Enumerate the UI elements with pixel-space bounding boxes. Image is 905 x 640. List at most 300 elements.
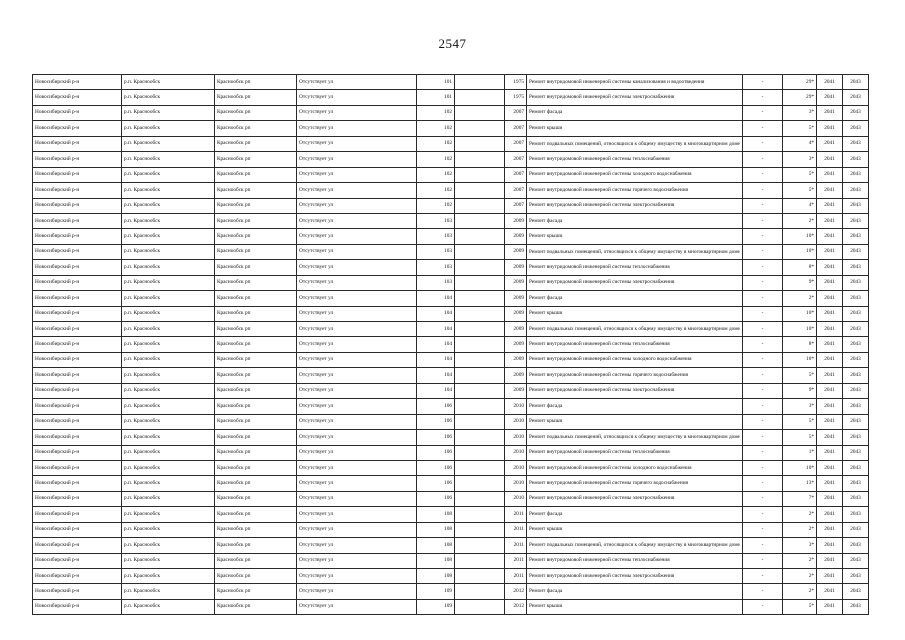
blank-cell: -: [743, 229, 783, 244]
district-cell: Новосибирский р-н: [33, 275, 122, 290]
house-number-cell: 104: [417, 352, 455, 367]
table-row: [33, 90, 869, 105]
plan-year-to-cell: 2043: [843, 337, 869, 352]
plan-year-from-cell: 2041: [817, 90, 843, 105]
table-row: [33, 121, 869, 136]
table-row: [33, 399, 869, 414]
build-year-cell: 2009: [505, 260, 527, 275]
blank-cell: -: [743, 183, 783, 198]
settlement-cell: р.п. Краснообск: [122, 105, 215, 120]
house-number-cell: 108: [417, 522, 455, 537]
house-number-cell: 103: [417, 244, 455, 259]
district-cell: Новосибирский р-н: [33, 430, 122, 445]
settlement-cell: р.п. Краснообск: [122, 213, 215, 228]
district-cell: Новосибирский р-н: [33, 121, 122, 136]
work-type-cell: Ремонт внутридомовой инженерной системы теплоснабжения: [527, 445, 743, 460]
locality-cell: Краснообск рп: [215, 445, 297, 460]
plan-year-from-cell: 2041: [817, 229, 843, 244]
street-cell: Отсутствует ул: [297, 584, 417, 599]
plan-year-from-cell: 2041: [817, 430, 843, 445]
work-type-cell: Ремонт внутридомовой инженерной системы электроснабжения: [527, 90, 743, 105]
locality-cell: Краснообск рп: [215, 368, 297, 383]
work-type-cell: Ремонт подвальных помещений, относящихся к общему имуществу в многоквартирном доме: [527, 538, 743, 553]
blank-cell: [455, 322, 505, 337]
settlement-cell: р.п. Краснообск: [122, 306, 215, 321]
district-cell: Новосибирский р-н: [33, 337, 122, 352]
settlement-cell: р.п. Краснообск: [122, 244, 215, 259]
street-cell: Отсутствует ул: [297, 183, 417, 198]
cost-cell: 13*: [783, 476, 817, 491]
blank-cell: [455, 553, 505, 568]
plan-year-to-cell: 2043: [843, 352, 869, 367]
settlement-cell: р.п. Краснообск: [122, 275, 215, 290]
cost-cell: 9*: [783, 275, 817, 290]
work-type-cell: Ремонт крыши: [527, 414, 743, 429]
build-year-cell: 2009: [505, 337, 527, 352]
settlement-cell: р.п. Краснообск: [122, 167, 215, 182]
settlement-cell: р.п. Краснообск: [122, 399, 215, 414]
settlement-cell: р.п. Краснообск: [122, 121, 215, 136]
blank-cell: -: [743, 476, 783, 491]
table-row: [33, 414, 869, 429]
plan-year-from-cell: 2041: [817, 491, 843, 506]
blank-cell: -: [743, 445, 783, 460]
build-year-cell: 2007: [505, 167, 527, 182]
plan-year-to-cell: 2043: [843, 213, 869, 228]
house-number-cell: 104: [417, 322, 455, 337]
plan-year-from-cell: 2041: [817, 136, 843, 151]
locality-cell: Краснообск рп: [215, 275, 297, 290]
table-row: [33, 445, 869, 460]
plan-year-to-cell: 2043: [843, 445, 869, 460]
house-number-cell: 103: [417, 229, 455, 244]
blank-cell: [455, 368, 505, 383]
street-cell: Отсутствует ул: [297, 352, 417, 367]
plan-year-from-cell: 2041: [817, 260, 843, 275]
work-type-cell: Ремонт фасада: [527, 105, 743, 120]
house-number-cell: 104: [417, 306, 455, 321]
blank-cell: -: [743, 275, 783, 290]
table-row: [33, 152, 869, 167]
district-cell: Новосибирский р-н: [33, 383, 122, 398]
blank-cell: -: [743, 244, 783, 259]
blank-cell: [455, 414, 505, 429]
table-row: [33, 337, 869, 352]
house-number-cell: 102: [417, 167, 455, 182]
settlement-cell: р.п. Краснообск: [122, 599, 215, 614]
street-cell: Отсутствует ул: [297, 275, 417, 290]
plan-year-from-cell: 2041: [817, 198, 843, 213]
district-cell: Новосибирский р-н: [33, 167, 122, 182]
blank-cell: -: [743, 491, 783, 506]
blank-cell: [455, 213, 505, 228]
plan-year-from-cell: 2041: [817, 322, 843, 337]
cost-cell: 5*: [783, 368, 817, 383]
blank-cell: [455, 383, 505, 398]
table-row: [33, 507, 869, 522]
build-year-cell: 2007: [505, 183, 527, 198]
district-cell: Новосибирский р-н: [33, 553, 122, 568]
plan-year-from-cell: 2041: [817, 152, 843, 167]
table-row: [33, 213, 869, 228]
street-cell: Отсутствует ул: [297, 337, 417, 352]
table-row: [33, 167, 869, 182]
locality-cell: Краснообск рп: [215, 538, 297, 553]
locality-cell: Краснообск рп: [215, 553, 297, 568]
plan-year-to-cell: 2043: [843, 152, 869, 167]
cost-cell: 8*: [783, 337, 817, 352]
plan-year-from-cell: 2041: [817, 75, 843, 90]
cost-cell: 5*: [783, 121, 817, 136]
plan-year-to-cell: 2043: [843, 460, 869, 475]
work-type-cell: Ремонт подвальных помещений, относящихся к общему имуществу в многоквартирном доме: [527, 244, 743, 259]
locality-cell: Краснообск рп: [215, 167, 297, 182]
work-type-cell: Ремонт внутридомовой инженерной системы горячего водоснабжения: [527, 183, 743, 198]
street-cell: Отсутствует ул: [297, 414, 417, 429]
settlement-cell: р.п. Краснообск: [122, 322, 215, 337]
district-cell: Новосибирский р-н: [33, 491, 122, 506]
settlement-cell: р.п. Краснообск: [122, 90, 215, 105]
build-year-cell: 2010: [505, 445, 527, 460]
settlement-cell: р.п. Краснообск: [122, 569, 215, 584]
table-row: [33, 491, 869, 506]
blank-cell: -: [743, 291, 783, 306]
table-row: [33, 291, 869, 306]
plan-year-to-cell: 2043: [843, 584, 869, 599]
table-row: [33, 244, 869, 259]
blank-cell: [455, 306, 505, 321]
blank-cell: [455, 584, 505, 599]
table-row: [33, 198, 869, 213]
plan-year-from-cell: 2041: [817, 553, 843, 568]
build-year-cell: 2012: [505, 584, 527, 599]
blank-cell: [455, 507, 505, 522]
build-year-cell: 2007: [505, 152, 527, 167]
street-cell: Отсутствует ул: [297, 476, 417, 491]
plan-year-to-cell: 2043: [843, 90, 869, 105]
district-cell: Новосибирский р-н: [33, 291, 122, 306]
settlement-cell: р.п. Краснообск: [122, 368, 215, 383]
plan-year-from-cell: 2041: [817, 569, 843, 584]
build-year-cell: 1975: [505, 90, 527, 105]
street-cell: Отсутствует ул: [297, 368, 417, 383]
blank-cell: -: [743, 538, 783, 553]
house-number-cell: 108: [417, 569, 455, 584]
cost-cell: 2*: [783, 584, 817, 599]
table-row: [33, 105, 869, 120]
work-type-cell: Ремонт внутридомовой инженерной системы электроснабжения: [527, 383, 743, 398]
plan-year-to-cell: 2043: [843, 476, 869, 491]
locality-cell: Краснообск рп: [215, 291, 297, 306]
locality-cell: Краснообск рп: [215, 105, 297, 120]
page-number: 2547: [438, 36, 467, 51]
blank-cell: -: [743, 337, 783, 352]
plan-year-from-cell: 2041: [817, 476, 843, 491]
blank-cell: [455, 260, 505, 275]
work-type-cell: Ремонт внутридомовой инженерной системы канализования и водоотведения: [527, 75, 743, 90]
locality-cell: Краснообск рп: [215, 198, 297, 213]
blank-cell: -: [743, 414, 783, 429]
build-year-cell: 2009: [505, 368, 527, 383]
blank-cell: [455, 538, 505, 553]
locality-cell: Краснообск рп: [215, 399, 297, 414]
settlement-cell: р.п. Краснообск: [122, 260, 215, 275]
blank-cell: [455, 445, 505, 460]
work-type-cell: Ремонт подвальных помещений, относящихся к общему имуществу в многоквартирном доме: [527, 430, 743, 445]
plan-year-from-cell: 2041: [817, 522, 843, 537]
work-type-cell: Ремонт внутридомовой инженерной системы электроснабжения: [527, 275, 743, 290]
blank-cell: -: [743, 136, 783, 151]
build-year-cell: 2010: [505, 414, 527, 429]
street-cell: Отсутствует ул: [297, 507, 417, 522]
blank-cell: -: [743, 198, 783, 213]
locality-cell: Краснообск рп: [215, 414, 297, 429]
district-cell: Новосибирский р-н: [33, 244, 122, 259]
street-cell: Отсутствует ул: [297, 538, 417, 553]
blank-cell: -: [743, 322, 783, 337]
build-year-cell: 2007: [505, 198, 527, 213]
blank-cell: -: [743, 90, 783, 105]
street-cell: Отсутствует ул: [297, 569, 417, 584]
house-number-cell: 106: [417, 476, 455, 491]
blank-cell: [455, 460, 505, 475]
plan-year-to-cell: 2043: [843, 229, 869, 244]
build-year-cell: 2007: [505, 136, 527, 151]
settlement-cell: р.п. Краснообск: [122, 538, 215, 553]
plan-year-from-cell: 2041: [817, 399, 843, 414]
district-cell: Новосибирский р-н: [33, 306, 122, 321]
settlement-cell: р.п. Краснообск: [122, 198, 215, 213]
work-type-cell: Ремонт крыши: [527, 522, 743, 537]
district-cell: Новосибирский р-н: [33, 260, 122, 275]
cost-cell: 10*: [783, 460, 817, 475]
table-row: [33, 538, 869, 553]
street-cell: Отсутствует ул: [297, 136, 417, 151]
plan-year-from-cell: 2041: [817, 460, 843, 475]
blank-cell: [455, 352, 505, 367]
work-type-cell: Ремонт подвальных помещений, относящихся к общему имуществу в многоквартирном доме: [527, 136, 743, 151]
plan-year-to-cell: 2043: [843, 507, 869, 522]
settlement-cell: р.п. Краснообск: [122, 152, 215, 167]
blank-cell: [455, 90, 505, 105]
cost-cell: 9*: [783, 383, 817, 398]
blank-cell: -: [743, 383, 783, 398]
street-cell: Отсутствует ул: [297, 260, 417, 275]
blank-cell: [455, 136, 505, 151]
cost-cell: 5*: [783, 414, 817, 429]
house-number-cell: 102: [417, 121, 455, 136]
locality-cell: Краснообск рп: [215, 507, 297, 522]
blank-cell: -: [743, 368, 783, 383]
district-cell: Новосибирский р-н: [33, 322, 122, 337]
street-cell: Отсутствует ул: [297, 553, 417, 568]
locality-cell: Краснообск рп: [215, 152, 297, 167]
street-cell: Отсутствует ул: [297, 599, 417, 614]
cost-cell: 2*: [783, 213, 817, 228]
house-number-cell: 103: [417, 213, 455, 228]
settlement-cell: р.п. Краснообск: [122, 136, 215, 151]
locality-cell: Краснообск рп: [215, 352, 297, 367]
plan-year-from-cell: 2041: [817, 414, 843, 429]
blank-cell: [455, 491, 505, 506]
cost-cell: 4*: [783, 198, 817, 213]
plan-year-to-cell: 2043: [843, 260, 869, 275]
plan-year-from-cell: 2041: [817, 599, 843, 614]
blank-cell: -: [743, 152, 783, 167]
cost-cell: 29*: [783, 90, 817, 105]
house-number-cell: 106: [417, 460, 455, 475]
plan-year-from-cell: 2041: [817, 306, 843, 321]
table-row: [33, 553, 869, 568]
locality-cell: Краснообск рп: [215, 383, 297, 398]
cost-cell: 10*: [783, 352, 817, 367]
locality-cell: Краснообск рп: [215, 136, 297, 151]
cost-cell: 2*: [783, 569, 817, 584]
work-type-cell: Ремонт внутридомовой инженерной системы горячего водоснабжения: [527, 476, 743, 491]
plan-year-to-cell: 2043: [843, 198, 869, 213]
cost-cell: 2*: [783, 507, 817, 522]
work-type-cell: Ремонт крыши: [527, 599, 743, 614]
settlement-cell: р.п. Краснообск: [122, 383, 215, 398]
cost-cell: 3*: [783, 538, 817, 553]
build-year-cell: 2009: [505, 229, 527, 244]
locality-cell: Краснообск рп: [215, 322, 297, 337]
table-row: [33, 136, 869, 151]
work-type-cell: Ремонт внутридомовой инженерной системы электроснабжения: [527, 569, 743, 584]
cost-cell: 1*: [783, 445, 817, 460]
locality-cell: Краснообск рп: [215, 599, 297, 614]
plan-year-from-cell: 2041: [817, 584, 843, 599]
plan-year-to-cell: 2043: [843, 306, 869, 321]
build-year-cell: 2010: [505, 476, 527, 491]
settlement-cell: р.п. Краснообск: [122, 430, 215, 445]
cost-cell: 2*: [783, 291, 817, 306]
plan-year-from-cell: 2041: [817, 167, 843, 182]
work-type-cell: Ремонт крыши: [527, 121, 743, 136]
blank-cell: [455, 337, 505, 352]
settlement-cell: р.п. Краснообск: [122, 291, 215, 306]
house-number-cell: 106: [417, 491, 455, 506]
plan-year-to-cell: 2043: [843, 383, 869, 398]
blank-cell: [455, 275, 505, 290]
district-cell: Новосибирский р-н: [33, 538, 122, 553]
settlement-cell: р.п. Краснообск: [122, 352, 215, 367]
street-cell: Отсутствует ул: [297, 229, 417, 244]
blank-cell: -: [743, 75, 783, 90]
cost-cell: 10*: [783, 306, 817, 321]
build-year-cell: 2009: [505, 213, 527, 228]
locality-cell: Краснообск рп: [215, 229, 297, 244]
plan-year-to-cell: 2043: [843, 491, 869, 506]
street-cell: Отсутствует ул: [297, 105, 417, 120]
table-row: [33, 183, 869, 198]
blank-cell: -: [743, 569, 783, 584]
work-type-cell: Ремонт крыши: [527, 229, 743, 244]
build-year-cell: 2009: [505, 291, 527, 306]
build-year-cell: 1975: [505, 75, 527, 90]
blank-cell: [455, 152, 505, 167]
street-cell: Отсутствует ул: [297, 90, 417, 105]
district-cell: Новосибирский р-н: [33, 183, 122, 198]
blank-cell: -: [743, 553, 783, 568]
work-type-cell: Ремонт внутридомовой инженерной системы теплоснабжения: [527, 260, 743, 275]
district-cell: Новосибирский р-н: [33, 152, 122, 167]
build-year-cell: 2009: [505, 383, 527, 398]
district-cell: Новосибирский р-н: [33, 414, 122, 429]
blank-cell: -: [743, 599, 783, 614]
house-number-cell: 101: [417, 90, 455, 105]
street-cell: Отсутствует ул: [297, 291, 417, 306]
district-cell: Новосибирский р-н: [33, 460, 122, 475]
house-number-cell: 101: [417, 75, 455, 90]
district-cell: Новосибирский р-н: [33, 399, 122, 414]
blank-cell: -: [743, 522, 783, 537]
house-number-cell: 104: [417, 368, 455, 383]
build-year-cell: 2011: [505, 569, 527, 584]
build-year-cell: 2012: [505, 599, 527, 614]
settlement-cell: р.п. Краснообск: [122, 507, 215, 522]
locality-cell: Краснообск рп: [215, 584, 297, 599]
locality-cell: Краснообск рп: [215, 430, 297, 445]
table-row: [33, 430, 869, 445]
work-type-cell: Ремонт внутридомовой инженерной системы теплоснабжения: [527, 553, 743, 568]
district-cell: Новосибирский р-н: [33, 522, 122, 537]
blank-cell: -: [743, 121, 783, 136]
street-cell: Отсутствует ул: [297, 306, 417, 321]
house-number-cell: 104: [417, 291, 455, 306]
work-type-cell: Ремонт подвальных помещений, относящихся к общему имуществу в многоквартирном доме: [527, 322, 743, 337]
cost-cell: 10*: [783, 244, 817, 259]
locality-cell: Краснообск рп: [215, 522, 297, 537]
work-type-cell: Ремонт фасада: [527, 213, 743, 228]
street-cell: Отсутствует ул: [297, 460, 417, 475]
work-type-cell: Ремонт крыши: [527, 306, 743, 321]
build-year-cell: 2011: [505, 522, 527, 537]
plan-year-from-cell: 2041: [817, 352, 843, 367]
locality-cell: Краснообск рп: [215, 183, 297, 198]
table-row: [33, 569, 869, 584]
locality-cell: Краснообск рп: [215, 337, 297, 352]
plan-year-to-cell: 2043: [843, 183, 869, 198]
plan-year-from-cell: 2041: [817, 538, 843, 553]
cost-cell: 2*: [783, 553, 817, 568]
blank-cell: [455, 599, 505, 614]
house-number-cell: 106: [417, 399, 455, 414]
work-type-cell: Ремонт фасада: [527, 291, 743, 306]
house-number-cell: 102: [417, 183, 455, 198]
plan-year-from-cell: 2041: [817, 507, 843, 522]
plan-year-from-cell: 2041: [817, 368, 843, 383]
plan-year-to-cell: 2043: [843, 275, 869, 290]
plan-year-to-cell: 2043: [843, 244, 869, 259]
locality-cell: Краснообск рп: [215, 491, 297, 506]
locality-cell: Краснообск рп: [215, 244, 297, 259]
cost-cell: 10*: [783, 322, 817, 337]
build-year-cell: 2009: [505, 352, 527, 367]
table-row: [33, 260, 869, 275]
house-number-cell: 109: [417, 599, 455, 614]
blank-cell: [455, 229, 505, 244]
locality-cell: Краснообск рп: [215, 121, 297, 136]
blank-cell: [455, 399, 505, 414]
street-cell: Отсутствует ул: [297, 213, 417, 228]
table-row: [33, 383, 869, 398]
blank-cell: [455, 522, 505, 537]
plan-year-to-cell: 2043: [843, 430, 869, 445]
table-row: [33, 75, 869, 90]
blank-cell: [455, 183, 505, 198]
table-row: [33, 322, 869, 337]
